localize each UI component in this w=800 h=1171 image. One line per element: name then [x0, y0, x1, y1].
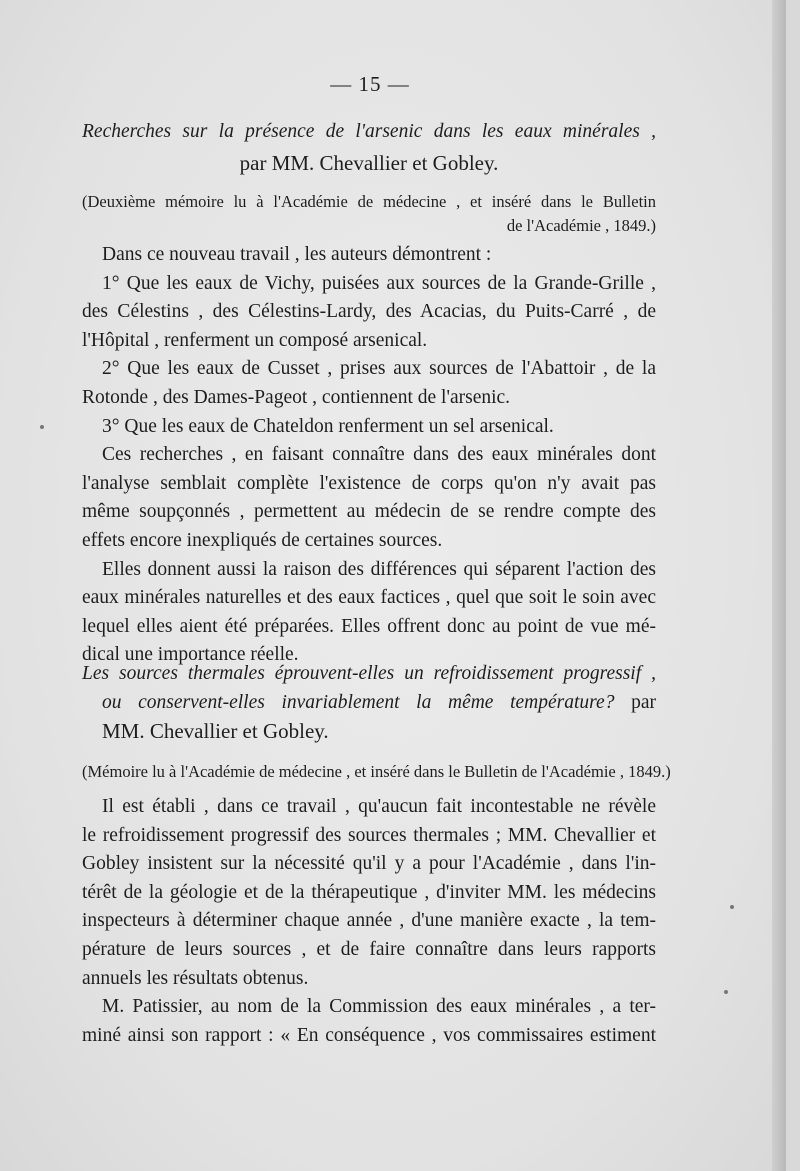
section2-note-line: (Mémoire lu à l'Académie de médecine , et inséré dans le Bulletin de l'Académie , 1849.) — [82, 762, 671, 781]
body-line: lequel elles aient été préparées. Elles offrent donc au point de vue mé- — [82, 615, 656, 637]
body-line: l'analyse semblait complète l'existence de corps qu'on n'y avait pas — [82, 472, 656, 494]
section1-title-line1: Recherches sur la présence de l'arsenic dans les eaux minérales , — [82, 121, 656, 142]
section2-note — [82, 760, 671, 784]
section1-title-line2: par MM. Chevallier et Gobley. — [239, 150, 499, 175]
body-line: Dans ce nouveau travail , les auteurs démontrent : — [102, 244, 492, 265]
paper-speck — [40, 425, 44, 429]
body-line: Elles donnent aussi la raison des différences qui séparent l'action des — [102, 558, 656, 580]
section2-title-line2-italic: ou conservent-elles invariablement la même température? — [102, 691, 615, 713]
section1-note — [82, 190, 656, 238]
body-line: annuels les résultats obtenus. — [82, 967, 309, 989]
page-number: — 15 — — [330, 72, 410, 96]
body-line: dical une importance réelle. — [82, 644, 299, 666]
body-line: même soupçonnés , permettent au médecin de se rendre compte des — [82, 501, 656, 523]
section2-title-line1: Les sources thermales éprouvent-elles un refroidissement progressif , — [82, 663, 656, 684]
section1-body — [82, 241, 656, 670]
body-line: Il est établi , dans ce travail , qu'aucun fait incontestable ne révèle — [102, 796, 656, 817]
body-line: Gobley insistent sur la nécessité qu'il y a pour l'Académie , dans l'in- — [82, 853, 656, 875]
body-line: Ces recherches , en faisant connaître dans des eaux minérales dont — [102, 444, 656, 466]
body-line: M. Patissier, au nom de la Commission des eaux minérales , a ter- — [102, 996, 656, 1018]
section2-title-line2-tail: par — [631, 691, 657, 713]
section1-note-line2: de l'Académie , 1849.) — [506, 216, 656, 235]
section1-note-line1: (Deuxième mémoire lu à l'Académie de médecine , et inséré dans le Bulletin — [82, 192, 656, 211]
body-line: térêt de la géologie et de la thérapeutique , d'inviter MM. les médecins — [82, 881, 656, 903]
page-edge-shadow — [772, 0, 786, 1171]
body-line: 1° Que les eaux de Vichy, puisées aux sources de la Grande-Grille , — [102, 272, 656, 294]
body-line: des Célestins , des Célestins-Lardy, des Acacias, du Puits-Carré , de — [82, 301, 656, 323]
section2-title-line3: MM. Chevallier et Gobley. — [102, 719, 329, 744]
body-line: inspecteurs à déterminer chaque année , d'une manière exacte , la tem- — [82, 910, 656, 932]
section2-title-line2 — [82, 689, 656, 718]
body-line: effets encore inexpliqués de certaines sources. — [82, 529, 443, 551]
body-line: 2° Que les eaux de Cusset , prises aux sources de l'Abattoir , de la — [102, 358, 656, 380]
body-line: pérature de leurs sources , et de faire connaître dans leurs rapports — [82, 938, 656, 960]
body-line: l'Hôpital , renferment un composé arsenical. — [82, 329, 428, 351]
paper-speck — [724, 990, 728, 994]
body-line: miné ainsi son rapport : « En conséquence , vos commissaires estiment — [82, 1024, 656, 1046]
section2-body — [82, 793, 656, 1050]
paper-speck — [730, 905, 734, 909]
section2-heading — [82, 660, 656, 746]
section1-heading — [82, 118, 656, 179]
body-line: le refroidissement progressif des sources thermales ; MM. Chevallier et — [82, 824, 656, 846]
body-line: eaux minérales naturelles et des eaux factices , quel que soit le soin avec — [82, 587, 656, 609]
body-line: 3° Que les eaux de Chateldon renferment un sel arsenical. — [102, 415, 554, 437]
body-line: Rotonde , des Dames-Pageot , contiennent de l'arsenic. — [82, 386, 511, 408]
